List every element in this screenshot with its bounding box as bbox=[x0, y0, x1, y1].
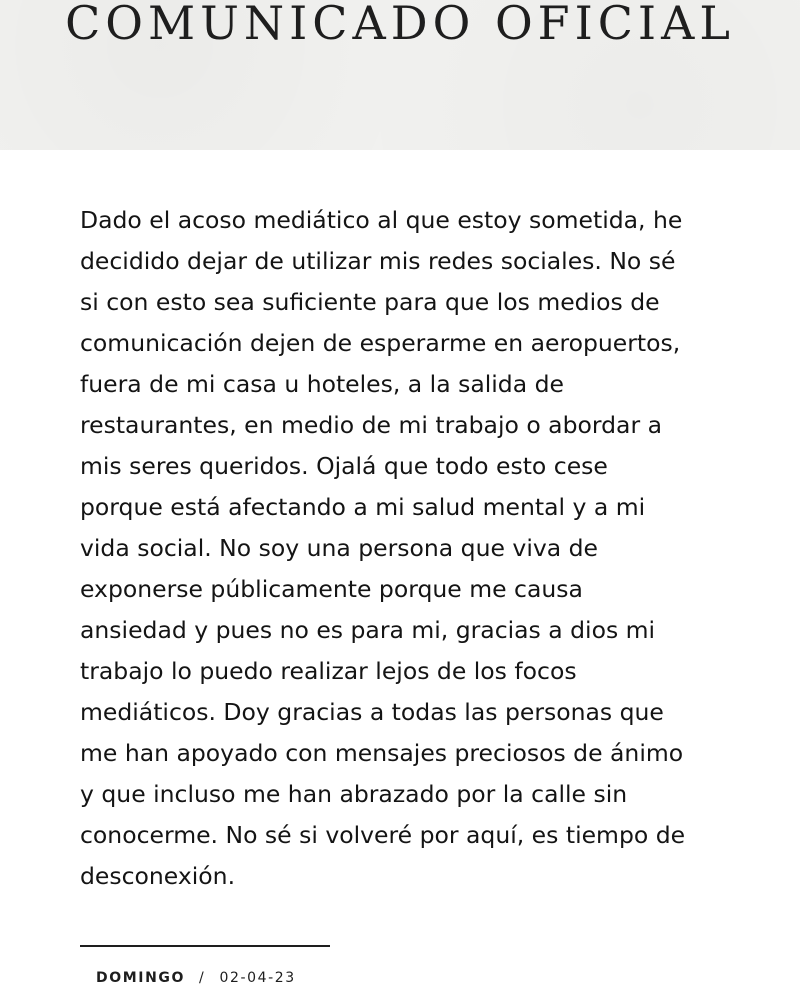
statement-line: conocerme. No sé si volveré por aquí, es tiempo de bbox=[80, 821, 686, 849]
statement-line: vida social. No soy una persona que viva de bbox=[80, 534, 598, 562]
statement-line: y que incluso me han abrazado por la calle sin bbox=[80, 780, 628, 808]
statement-line: Dado el acoso mediático al que estoy sometida, he bbox=[80, 206, 683, 234]
statement-line: restaurantes, en medio de mi trabajo o abordar a bbox=[80, 411, 662, 439]
page-title: COMUNICADO OFICIAL bbox=[65, 0, 735, 50]
statement-line: exponerse públicamente porque me causa bbox=[80, 575, 583, 603]
statement-line: si con esto sea suficiente para que los medios de bbox=[80, 288, 660, 316]
divider-line bbox=[80, 945, 330, 947]
statement-line: trabajo lo puedo realizar lejos de los focos bbox=[80, 657, 577, 685]
statement-line: decidido dejar de utilizar mis redes sociales. No sé bbox=[80, 247, 676, 275]
statement-line: fuera de mi casa u hoteles, a la salida de bbox=[80, 370, 564, 398]
statement-line: desconexión. bbox=[80, 862, 236, 890]
statement-line: comunicación dejen de esperarme en aeropuertos, bbox=[80, 329, 681, 357]
header-banner bbox=[0, 0, 800, 150]
statement-line: porque está afectando a mi salud mental y a mi bbox=[80, 493, 646, 521]
signature-date-value: 02-04-23 bbox=[219, 970, 296, 986]
statement-text bbox=[80, 200, 740, 897]
signature-date bbox=[96, 970, 296, 986]
statement-line: mis seres queridos. Ojalá que todo esto cese bbox=[80, 452, 608, 480]
statement-line: me han apoyado con mensajes preciosos de ánimo bbox=[80, 739, 684, 767]
statement-line: ansiedad y pues no es para mi, gracias a dios mi bbox=[80, 616, 656, 644]
signature-day: DOMINGO bbox=[96, 970, 185, 986]
statement-line: mediáticos. Doy gracias a todas las personas que bbox=[80, 698, 664, 726]
date-separator: / bbox=[199, 970, 206, 986]
